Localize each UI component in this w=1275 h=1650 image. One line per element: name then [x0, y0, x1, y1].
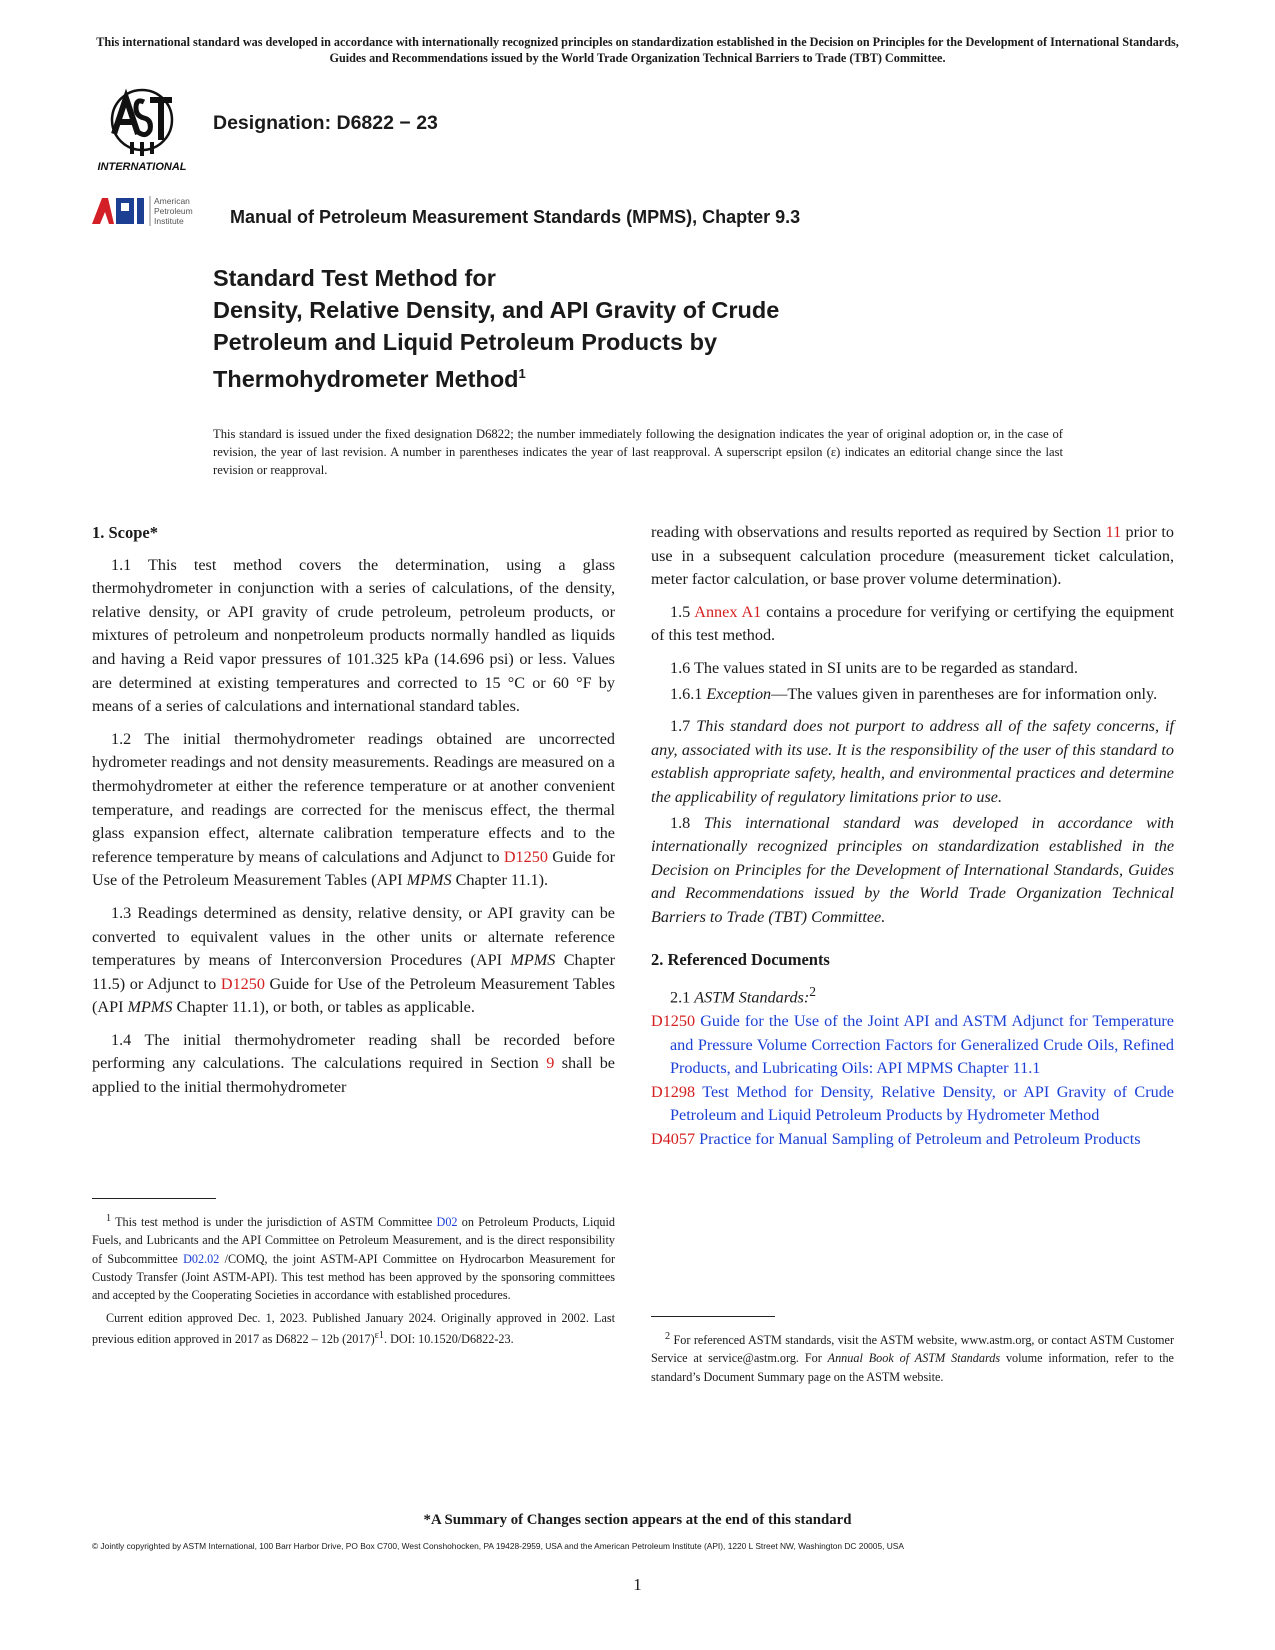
footnote-rule [92, 1198, 216, 1199]
reference-code-link[interactable]: D1250 [651, 1012, 696, 1031]
summary-note: *A Summary of Changes section appears at the end of this standard [423, 1512, 852, 1528]
footnote-1: $^1$ This test method is under the jurisdiction of ASTM Committee D02 on Petroleum Products, Liquid Fuels, and Lubricants and the API Committee on Petroleum Measurement, and is the direct responsibility of Subcommittee D02.02 /COMQ, the joint ASTM-API Committee on Hydrocarbon Measurement for Custody Transfer (Joint ASTM-API). This test method has been approved by the sponsoring committees and accepted by the Cooperating Societies in accordance with established procedures. [92, 1213, 616, 1303]
footnote-2: $^2$ For referenced ASTM standards, visit the ASTM website, www.astm.org, or contact ASTM Customer Service at service@astm.org. For Annual Book of ASTM Standards volume information, refer to the standard’s Document Summary page on the ASTM website. [651, 1331, 1174, 1384]
para-1-6-1: 1.6.1 Exception—The values given in parentheses are for information only. [670, 684, 1158, 703]
link-section-9[interactable]: 9 [546, 1054, 555, 1073]
page-title [213, 262, 973, 395]
link-annex-a1[interactable]: Annex A1 [694, 602, 762, 621]
reference-item [651, 1081, 1174, 1128]
reference-item [651, 1128, 1174, 1152]
link-section-11[interactable]: 11 [1105, 523, 1122, 541]
right-column [651, 521, 1174, 1152]
link-d02-02[interactable]: D02.02 [183, 1251, 220, 1266]
para-1-6: 1.6 The values stated in SI units are to be regarded as standard. [670, 658, 1078, 677]
link-d1250[interactable]: D1250 [220, 974, 265, 993]
api-logo-text-2: Petroleum [154, 206, 193, 216]
copyright: © Jointly copyrighted by ASTM International, 100 Barr Harbor Drive, PO Box C700, West Conshohocken, PA 19428-2959, USA and the American Petroleum Institute (API), 1220 L Street NW, Washington DC 20005, USA [92, 1541, 904, 1551]
title-footnote-mark: 1 [518, 366, 526, 381]
reference-code-link[interactable]: D1298 [651, 1082, 696, 1101]
refdocs-heading: 2. Referenced Documents [651, 949, 830, 969]
footnote-rule [651, 1316, 775, 1317]
page-number: 1 [633, 1575, 642, 1594]
footnotes-left [92, 1210, 615, 1352]
left-column [92, 521, 615, 1109]
title-line-1: Standard Test Method for [213, 265, 496, 291]
footnotes-right [651, 1328, 1174, 1390]
link-d1250[interactable]: D1250 [503, 847, 548, 866]
reference-list [651, 1010, 1174, 1152]
reference-title-link[interactable]: Practice for Manual Sampling of Petroleum and Petroleum Products [699, 1130, 1141, 1149]
para-1-2: 1.2 The initial thermohydrometer readings obtained are uncorrected hydrometer readings and not density measurements. Readings are measured on a thermohydrometer at either the reference temperature or at another convenient temperature, and readings are corrected for the meniscus effect, the thermal glass expansion effect, alternate calibration temperature effects and to the reference temperature by means of calculations and Adjunct to D1250 Guide for Use of the Petroleum Measurement Tables (API MPMS Chapter 11.1). [92, 729, 615, 890]
title-line-4: Thermohydrometer Method$^1$ [213, 365, 526, 392]
manual-title: Manual of Petroleum Measurement Standards (MPMS), Chapter 9.3 [230, 207, 801, 227]
para-1-8: 1.8 This international standard was developed in accordance with internationally recognized principles on standardization established in the Decision on Principles for the Development of International Standards, Guides and Recommendations issued by the World Trade Organization Technical Barriers to Trade (TBT) Committee. [651, 813, 1175, 926]
api-logo-icon [90, 190, 220, 230]
wto-notice: This international standard was developed in accordance with internationally recognized principles on standardization established in the Decision on Principles for the Development of International Standards, Guides and Recommendations issued by the World Trade Organization Technical Barriers to Trade (TBT) Committee. [96, 35, 1179, 65]
reference-title-link[interactable]: Guide for the Use of the Joint API and ASTM Adjunct for Temperature and Pressure Volume Correction Factors for Generalized Crude Oils, Refined Products, and Lubricating Oils: API MPMS Chapter 11.1 [670, 1012, 1174, 1078]
reference-title-link[interactable]: Test Method for Density, Relative Density, or API Gravity of Crude Petroleum and Liquid Petroleum Products by Hydrometer Method [670, 1082, 1174, 1125]
designation: Designation: D6822 − 23 [213, 112, 438, 134]
footnote-edition: Current edition approved Dec. 1, 2023. Published January 2024. Originally approved in 2002. Last previous edition approved in 2017 as D6822 – 12b $(2017)^{\varepsilon 1}$. DOI: 10.1520/D6822-23. [92, 1310, 615, 1346]
api-logo-text-3: Institute [154, 216, 184, 226]
title-line-3: Petroleum and Liquid Petroleum Products by [213, 329, 718, 355]
para-1-4-cont: reading with observations and results reported as required by Section 11 prior to use in a subsequent calculation procedure (measurement ticket calculation, meter factor calculation, or base prover volume determination). [651, 523, 1174, 589]
astm-logo-text: INTERNATIONAL [97, 161, 187, 173]
link-d02[interactable]: D02 [436, 1215, 458, 1230]
para-1-4: 1.4 The initial thermohydrometer reading shall be recorded before performing any calculations. The calculations required in Section 9 shall be applied to the initial thermohydrometer [92, 1030, 615, 1097]
issued-statement: This standard is issued under the fixed designation D6822; the number immediately following the designation indicates the year of original adoption or, in the case of revision, the year of last revision. A number in parentheses indicates the year of last reapproval. A superscript epsilon (ε) indicates an editorial change since the last revision or reapproval. [213, 427, 1063, 477]
para-1-3: 1.3 Readings determined as density, relative density, or API gravity can be converted to equivalent values in the other units or alternate reference temperatures by means of Interconversion Procedures (API MPMS Chapter 11.5) or Adjunct to D1250 Guide for Use of the Petroleum Measurement Tables (API MPMS Chapter 11.1), or both, or tables as applicable. [92, 903, 616, 1017]
astm-logo-icon [92, 84, 192, 174]
para-1-5: 1.5 Annex A1 contains a procedure for verifying or certifying the equipment of this test method. [651, 602, 1175, 645]
reference-item [651, 1010, 1174, 1081]
title-line-2: Density, Relative Density, and API Gravity of Crude [213, 297, 780, 323]
reference-code-link[interactable]: D4057 [651, 1130, 696, 1149]
api-logo-text-1: American [154, 196, 190, 206]
para-1-7: 1.7 This standard does not purport to address all of the safety concerns, if any, associated with its use. It is the responsibility of the user of this standard to establish appropriate safety, health, and environmental practices and determine the applicability of regulatory limitations prior to use. [651, 717, 1175, 806]
para-2-1: 2.1 ASTM Standards:$^2$ [670, 984, 816, 1007]
para-1-1: 1.1 This test method covers the determination, using a glass thermohydrometer in conjunction with a series of calculations, of the density, relative density, or API gravity of crude petroleum, petroleum products, or mixtures of petroleum and nonpetroleum products normally handled as liquids and having a Reid vapor pressures of 101.325 kPa (14.696 psi) or less. Values are determined at existing temperatures and corrected to 15 °C or 60 °F by means of a series of calculations and international standard tables. [92, 555, 615, 716]
scope-heading: 1. Scope* [92, 523, 158, 542]
